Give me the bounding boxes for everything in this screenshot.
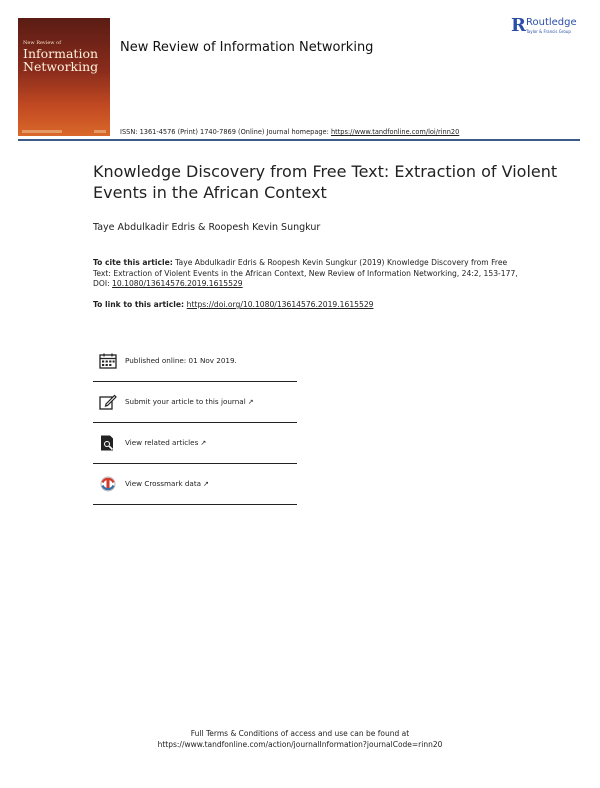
footer-terms: [0, 728, 600, 750]
related-articles-link[interactable]: View related articles ↗: [125, 438, 207, 447]
routledge-logo-icon: R: [511, 15, 526, 36]
published-online-row: [93, 341, 297, 382]
issn-line: [120, 128, 459, 136]
footer-line-1: Full Terms & Conditions of access and use can be found at: [190, 729, 410, 738]
publisher-name: Routledge: [526, 17, 577, 28]
publisher-logo: [511, 16, 591, 38]
issn-text: ISSN: 1361-4576 (Print) 1740-7869 (Online) Journal homepage:: [120, 128, 331, 136]
citation-text: Taye Abdulkadir Edris & Roopesh Kevin Sungkur (2019) Knowledge Discovery from Free Text: Extraction of Violent Events in the African Context, New Review of Information Networking, 24:2, 153-177, DOI:: [93, 258, 518, 288]
related-articles-row[interactable]: [93, 423, 297, 464]
cover-title-line2: Networking: [23, 59, 99, 74]
article-authors: Taye Abdulkadir Edris & Roopesh Kevin Sungkur: [93, 222, 321, 233]
calendar-icon: [99, 353, 117, 369]
journal-homepage-link[interactable]: https://www.tandfonline.com/loi/rinn20: [330, 128, 460, 136]
cover-title-line1: Information: [23, 46, 99, 61]
cover-bottom-band: [22, 130, 106, 133]
edit-icon: [99, 394, 117, 410]
submit-article-row[interactable]: [93, 382, 297, 423]
link-line: [93, 300, 373, 309]
journal-cover: [18, 18, 110, 136]
article-title: Knowledge Discovery from Free Text: Extraction of Violent Events in the African Context: [93, 162, 558, 202]
article-doi-link[interactable]: https://doi.org/10.1080/13614576.2019.1615529: [186, 300, 374, 309]
citation-label: To cite this article:: [93, 258, 173, 267]
citation-block: [93, 258, 523, 290]
cover-small-title: New Review of: [23, 40, 62, 46]
crossmark-link[interactable]: View Crossmark data ↗: [125, 479, 209, 488]
footer-terms-link[interactable]: https://www.tandfonline.com/action/journalInformation?journalCode=rinn20: [157, 740, 443, 749]
link-label: To link to this article:: [93, 300, 187, 309]
publisher-tagline: Taylor & Francis Group: [526, 29, 571, 34]
header-divider: [18, 139, 580, 141]
crossmark-icon: [99, 476, 117, 492]
crossmark-row[interactable]: [93, 464, 297, 505]
external-link-icon: ↗: [203, 480, 209, 488]
external-link-icon: ↗: [200, 439, 207, 447]
submit-article-link[interactable]: Submit your article to this journal ↗: [125, 397, 254, 406]
journal-name: New Review of Information Networking: [120, 40, 374, 55]
published-online-text: Published online: 01 Nov 2019.: [125, 356, 237, 365]
search-document-icon: [99, 435, 117, 451]
citation-doi-link[interactable]: 10.1080/13614576.2019.1615529: [112, 279, 243, 288]
external-link-icon: ↗: [247, 398, 254, 406]
